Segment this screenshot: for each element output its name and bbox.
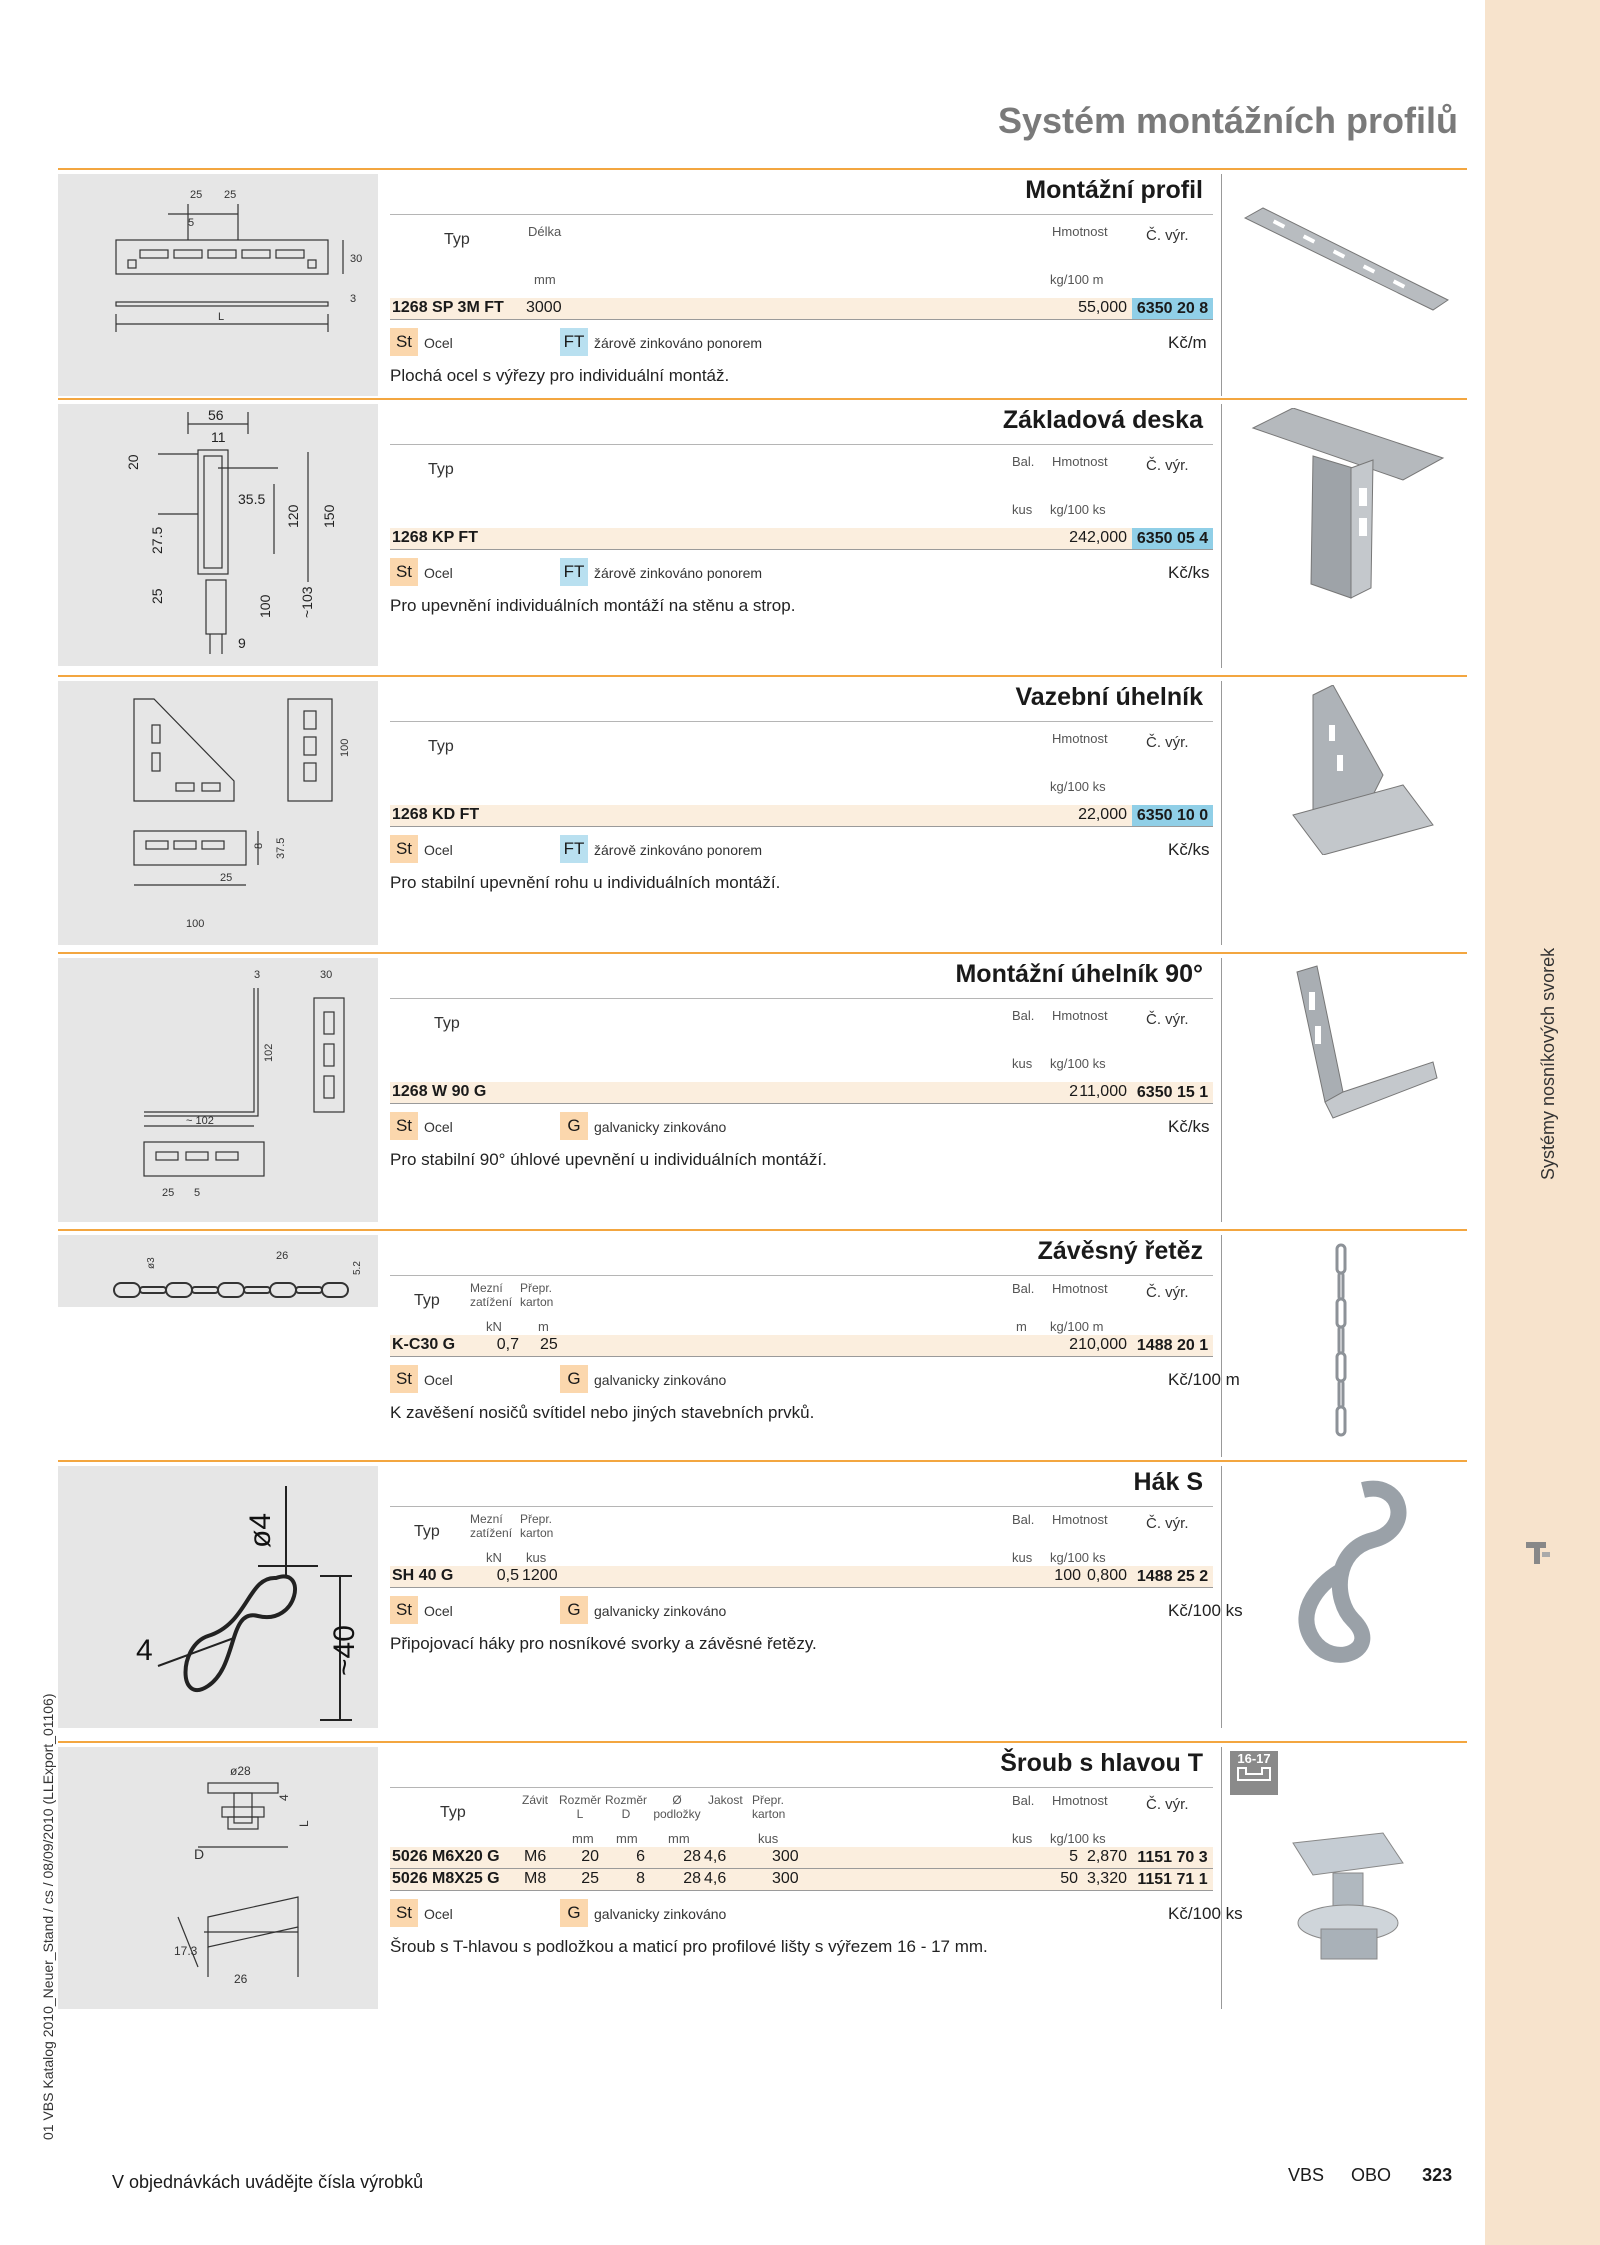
product-title: Vazební úhelník (1015, 683, 1203, 711)
cell-typ: SH 40 G (392, 1567, 454, 1584)
order-number: 6350 05 4 (1132, 528, 1213, 549)
material-line (390, 835, 1213, 865)
cell-jakost: 4,6 (704, 1870, 727, 1887)
column-unit: kus (526, 1550, 547, 1565)
column-header: Rozměr D (604, 1793, 647, 1821)
product-title: Montážní profil (1025, 176, 1203, 204)
material-code: St (390, 1596, 418, 1624)
t-bolt-drawing (58, 1747, 378, 2009)
finish-name: žárově zinkováno ponorem (594, 565, 763, 581)
base-plate-drawing (58, 404, 378, 666)
material-line (390, 328, 1213, 358)
cell-bal: 50 (1060, 1870, 1078, 1887)
material-code: St (390, 1899, 418, 1927)
technical-drawing (58, 958, 378, 1222)
table-header (390, 998, 1213, 1084)
column-header: Č. výr. (1146, 1284, 1189, 1301)
cell-mezni: 0,5 (496, 1567, 519, 1584)
column-unit: kg/100 m (1050, 272, 1104, 287)
dim-label: 4 (136, 1634, 153, 1667)
dim-label: 25 (190, 189, 203, 201)
material-code: St (390, 1112, 418, 1140)
material-line (390, 1596, 1243, 1626)
order-number: 1488 20 1 (1136, 1337, 1209, 1354)
column-header: Typ (414, 1523, 440, 1540)
dim-label: ~ 102 (186, 1115, 214, 1127)
column-divider (1221, 1235, 1222, 1457)
column-unit: kus (1012, 1056, 1033, 1071)
dim-label: 3 (254, 969, 261, 981)
column-unit: kg/100 ks (1050, 1550, 1106, 1565)
dim-label: 37.5 (275, 837, 287, 859)
cell-prepr: 300 (772, 1848, 799, 1865)
finish-code: FT (560, 558, 588, 586)
dim-label: ~40 (328, 1625, 361, 1676)
table-row (390, 1566, 1213, 1588)
material-code: St (390, 328, 418, 356)
material-line (390, 1899, 1243, 1929)
product-section-montazni-uhelnik-90 (58, 952, 1467, 1226)
column-divider (1221, 681, 1222, 945)
table-row (390, 1847, 1213, 1869)
dim-label: 26 (234, 1972, 248, 1986)
dim-label: 27.5 (149, 526, 165, 554)
order-number: 6350 15 1 (1136, 1084, 1209, 1101)
technical-drawing (58, 681, 378, 945)
material-name: Ocel (424, 1372, 453, 1388)
cell-hmotnost: 2,870 (1086, 1848, 1127, 1865)
column-header: Č. výr. (1146, 1011, 1189, 1028)
column-unit: kus (1012, 1831, 1033, 1846)
column-header: Přepr. karton (520, 1512, 554, 1540)
material-code: St (390, 835, 418, 863)
table-row (390, 1082, 1213, 1104)
column-header: Č. výr. (1146, 227, 1189, 244)
column-header: Hmotnost (1052, 1512, 1108, 1527)
cell-prepr: 25 (540, 1336, 558, 1353)
cell-typ: K-C30 G (392, 1336, 456, 1353)
footer-order-note: V objednávkách uvádějte čísla výrobků (112, 2172, 424, 2192)
column-header: Č. výr. (1146, 457, 1189, 474)
cell-hmotnost: 3,320 (1086, 1870, 1127, 1887)
column-header: Délka (528, 224, 562, 239)
dim-label: 5 (188, 217, 195, 229)
dim-label: 17.3 (174, 1944, 198, 1958)
column-header: Hmotnost (1052, 1793, 1108, 1808)
side-section-label: Systémy nosníkových svorek (1538, 947, 1558, 1180)
cell-delka: 3000 (526, 299, 562, 316)
product-section-sroub-s-hlavou-t (58, 1741, 1467, 2013)
dim-label: 120 (285, 504, 301, 528)
material-name: Ocel (424, 1603, 453, 1619)
profile-drawing (58, 174, 378, 396)
column-divider (1221, 1747, 1222, 2009)
cell-typ: 5026 M8X25 G (392, 1870, 500, 1887)
cell-typ: 1268 KP FT (392, 529, 478, 546)
cell-rozmer-l: 20 (581, 1848, 599, 1865)
column-unit: kg/100 m (1050, 1319, 1104, 1334)
material-name: Ocel (424, 1906, 453, 1922)
table-header (390, 214, 1213, 300)
column-unit: m (1016, 1319, 1027, 1334)
product-description: K zavěšení nosičů svítidel nebo jiných stavebních prvků. (390, 1403, 815, 1422)
dim-label: ø3 (146, 1257, 157, 1269)
slot-size-label: 16-17 (1237, 1751, 1271, 1766)
cell-bal: 5 (1069, 1848, 1078, 1865)
table-header (390, 444, 1213, 530)
product-description: Pro stabilní upevnění rohu u individuálních montáží. (390, 873, 781, 892)
technical-drawing (58, 404, 378, 666)
dim-label: L (218, 311, 225, 323)
product-photo-base-plate (1233, 408, 1455, 608)
column-unit: kg/100 ks (1050, 1831, 1106, 1846)
finish-name: žárově zinkováno ponorem (594, 842, 763, 858)
column-header: Hmotnost (1052, 1008, 1108, 1023)
table-row (390, 1335, 1213, 1357)
cell-prepr: 1200 (522, 1567, 558, 1584)
column-unit: mm (616, 1831, 638, 1846)
finish-code: G (560, 1365, 588, 1393)
product-photo-s-hook (1233, 1470, 1455, 1670)
column-unit: kus (1012, 502, 1033, 517)
product-section-vazebni-uhelnik (58, 675, 1467, 949)
cell-hmotnost: 22,000 (1078, 806, 1127, 823)
chain-drawing (58, 1235, 378, 1307)
column-unit: kN (486, 1550, 502, 1565)
column-header: Hmotnost (1052, 731, 1108, 746)
column-header: Ø podložky (653, 1793, 701, 1821)
column-header: Bal. (1012, 1008, 1035, 1023)
dim-label: ø4 (244, 1512, 277, 1548)
dim-label: 8 (253, 842, 265, 849)
column-header: Typ (440, 1804, 466, 1821)
cell-zavit: M8 (524, 1870, 547, 1887)
dim-label: 5 (194, 1187, 201, 1199)
column-header: Mezní zatížení (470, 1512, 513, 1540)
cell-hmotnost: 11,000 (1079, 1083, 1127, 1100)
profile-rail-icon (1236, 1766, 1272, 1782)
product-photo-connecting-angle (1233, 685, 1455, 855)
column-header: Bal. (1012, 1793, 1035, 1808)
cell-rozmer-d: 6 (636, 1848, 645, 1865)
catalog-export-info: 01 VBS Katalog 2010_Neuer_Stand / cs / 08/09/2010 (LLExport_01106) (40, 1693, 56, 2140)
column-header: Hmotnost (1052, 454, 1108, 469)
cell-jakost: 4,6 (704, 1848, 727, 1865)
dim-label: 30 (320, 969, 333, 981)
finish-code: G (560, 1112, 588, 1140)
column-header: Rozměr L (558, 1793, 601, 1821)
product-title: Hák S (1133, 1468, 1203, 1496)
technical-drawing (58, 1235, 378, 1307)
order-number: 1151 71 1 (1137, 1871, 1208, 1888)
order-number: 6350 10 0 (1132, 805, 1213, 826)
price-unit: Kč/m (1168, 333, 1207, 352)
price-unit: Kč/100 m (1168, 1370, 1240, 1389)
material-name: Ocel (424, 842, 453, 858)
product-description: Šroub s T-hlavou s podložkou a maticí pro profilové lišty s výřezem 16 - 17 mm. (390, 1937, 988, 1956)
table-header (390, 721, 1213, 807)
cell-prepr: 300 (772, 1870, 799, 1887)
dim-label: 20 (125, 454, 141, 470)
dim-label: 25 (220, 872, 233, 884)
product-description: Pro upevnění individuálních montáží na stěnu a strop. (390, 596, 796, 615)
column-header: Závit (522, 1793, 549, 1807)
cell-podlozky: 28 (683, 1848, 701, 1865)
column-header: Typ (444, 231, 470, 248)
price-unit: Kč/ks (1168, 840, 1210, 859)
order-number: 1151 70 3 (1137, 1849, 1208, 1866)
dim-label: 25 (162, 1187, 175, 1199)
dim-label: 9 (238, 635, 246, 651)
price-unit: Kč/ks (1168, 1117, 1210, 1136)
column-unit: kN (486, 1319, 502, 1334)
connecting-angle-drawing (58, 681, 378, 945)
table-row (390, 528, 1213, 550)
dim-label: 3 (350, 293, 357, 305)
s-hook-drawing (58, 1466, 378, 1728)
column-divider (1221, 404, 1222, 668)
column-unit: mm (534, 272, 556, 287)
finish-code: FT (560, 835, 588, 863)
cell-typ: 1268 SP 3M FT (392, 299, 504, 316)
column-header: Mezní zatížení (470, 1281, 513, 1309)
page-number: 323 (1422, 2165, 1453, 2185)
price-unit: Kč/100 ks (1168, 1601, 1243, 1620)
finish-name: galvanicky zinkováno (594, 1603, 727, 1619)
product-section-montazni-profil (58, 168, 1467, 396)
price-unit: Kč/ks (1168, 563, 1210, 582)
column-unit: kg/100 ks (1050, 779, 1106, 794)
dim-label: 5.2 (352, 1261, 363, 1275)
column-header: Jakost (708, 1793, 743, 1807)
finish-name: galvanicky zinkováno (594, 1372, 727, 1388)
product-title: Montážní úhelník 90° (955, 960, 1203, 988)
footer-brand-obo: OBO (1351, 2165, 1392, 2185)
column-header: Typ (414, 1292, 440, 1309)
table-header (390, 1787, 1213, 1849)
dim-label: ø28 (230, 1764, 251, 1778)
product-section-zakladova-deska (58, 398, 1467, 672)
cell-bal: 2 (1069, 1336, 1078, 1353)
column-unit: kus (1012, 1550, 1033, 1565)
column-header: Bal. (1012, 1512, 1035, 1527)
cell-bal: 2 (1069, 1083, 1078, 1100)
dim-label: 100 (257, 594, 273, 618)
material-line (390, 1112, 1213, 1142)
finish-code: G (560, 1899, 588, 1927)
cell-bal: 2 (1069, 529, 1078, 546)
material-name: Ocel (424, 335, 453, 351)
table-row (390, 805, 1213, 827)
column-header: Přepr. karton (520, 1281, 554, 1309)
column-header: Přepr. karton (752, 1793, 786, 1821)
product-description: Připojovací háky pro nosníkové svorky a závěsné řetězy. (390, 1634, 817, 1653)
table-header (390, 1506, 1213, 1568)
dim-label: 4 (277, 1794, 291, 1801)
dim-label: 35.5 (238, 491, 266, 507)
table-row (390, 1869, 1213, 1891)
technical-drawing (58, 174, 378, 396)
order-number: 6350 20 8 (1132, 298, 1213, 319)
product-photo-angle-90 (1233, 962, 1455, 1132)
dim-label: 102 (263, 1043, 275, 1062)
cell-rozmer-d: 8 (636, 1870, 645, 1887)
material-name: Ocel (424, 565, 453, 581)
material-code: St (390, 558, 418, 586)
dim-label: L (297, 1820, 311, 1827)
dim-label: 25 (224, 189, 237, 201)
dim-label: 100 (186, 918, 205, 930)
material-line (390, 1365, 1240, 1395)
product-section-zavesny-retez (58, 1229, 1467, 1457)
column-unit: kus (758, 1831, 779, 1846)
cell-mezni: 0,7 (496, 1336, 519, 1353)
column-header: Bal. (1012, 1281, 1035, 1296)
technical-drawing (58, 1466, 378, 1728)
column-header: Č. výr. (1146, 734, 1189, 751)
column-header: Č. výr. (1146, 1796, 1189, 1813)
dim-label: 56 (208, 407, 224, 423)
slot-size-badge (1230, 1751, 1278, 1795)
material-code: St (390, 1365, 418, 1393)
page-title: Systém montážních profilů (997, 100, 1458, 141)
finish-name: galvanicky zinkováno (594, 1119, 727, 1135)
cell-hmotnost: 0,800 (1086, 1567, 1127, 1584)
cell-typ: 1268 KD FT (392, 806, 480, 823)
cell-bal: 100 (1054, 1567, 1081, 1584)
column-header: Hmotnost (1052, 1281, 1108, 1296)
column-header: Typ (428, 738, 454, 755)
cell-hmotnost: 42,000 (1078, 529, 1127, 546)
column-header: Bal. (1012, 454, 1035, 469)
column-divider (1221, 1466, 1222, 1728)
product-title: Šroub s hlavou T (1000, 1749, 1203, 1777)
product-section-hak-s (58, 1460, 1467, 1740)
angle-90-drawing (58, 958, 378, 1222)
material-line (390, 558, 1213, 588)
dim-label: 25 (149, 588, 165, 604)
column-header: Typ (428, 461, 454, 478)
dim-label: 30 (350, 253, 363, 265)
beam-clamp-icon (1524, 1538, 1554, 1568)
cell-zavit: M6 (524, 1848, 547, 1865)
dim-label: ~103 (299, 586, 315, 618)
cell-hmotnost: 10,000 (1078, 1336, 1127, 1353)
cell-typ: 5026 M6X20 G (392, 1848, 500, 1865)
column-unit: mm (668, 1831, 690, 1846)
dim-label: 150 (321, 504, 337, 528)
dim-label: D (194, 1846, 205, 1862)
column-unit: mm (572, 1831, 594, 1846)
dim-label: 100 (339, 738, 351, 757)
column-header: Typ (434, 1015, 460, 1032)
column-unit: kg/100 ks (1050, 1056, 1106, 1071)
column-header: Č. výr. (1146, 1515, 1189, 1532)
footer-brand-line (1288, 2165, 1452, 2186)
table-row (390, 298, 1213, 320)
cell-podlozky: 28 (683, 1870, 701, 1887)
technical-drawing (58, 1747, 378, 2009)
column-header: Hmotnost (1052, 224, 1108, 239)
column-unit: m (538, 1319, 549, 1334)
cell-hmotnost: 55,000 (1078, 299, 1127, 316)
finish-name: žárově zinkováno ponorem (594, 335, 763, 351)
dim-label: 11 (211, 429, 226, 445)
cell-typ: 1268 W 90 G (392, 1083, 487, 1100)
finish-code: G (560, 1596, 588, 1624)
order-number: 1488 25 2 (1136, 1568, 1209, 1585)
column-unit: kg/100 ks (1050, 502, 1106, 517)
dim-label: 26 (276, 1250, 289, 1262)
product-title: Základová deska (1002, 406, 1203, 434)
product-description: Pro stabilní 90° úhlové upevnění u individuálních montáží. (390, 1150, 827, 1169)
table-header (390, 1275, 1213, 1337)
footer-brand-vbs: VBS (1288, 2165, 1325, 2185)
finish-name: galvanicky zinkováno (594, 1906, 727, 1922)
cell-rozmer-l: 25 (581, 1870, 599, 1887)
product-photo-t-bolt (1233, 1823, 1455, 1993)
price-unit: Kč/100 ks (1168, 1904, 1243, 1923)
finish-code: FT (560, 328, 588, 356)
product-photo-chain (1233, 1239, 1455, 1449)
product-description: Plochá ocel s výřezy pro individuální montáž. (390, 366, 730, 385)
column-divider (1221, 958, 1222, 1222)
material-name: Ocel (424, 1119, 453, 1135)
product-photo-flat-profile (1233, 178, 1455, 318)
product-title: Závěsný řetěz (1037, 1237, 1203, 1265)
column-divider (1221, 174, 1222, 396)
